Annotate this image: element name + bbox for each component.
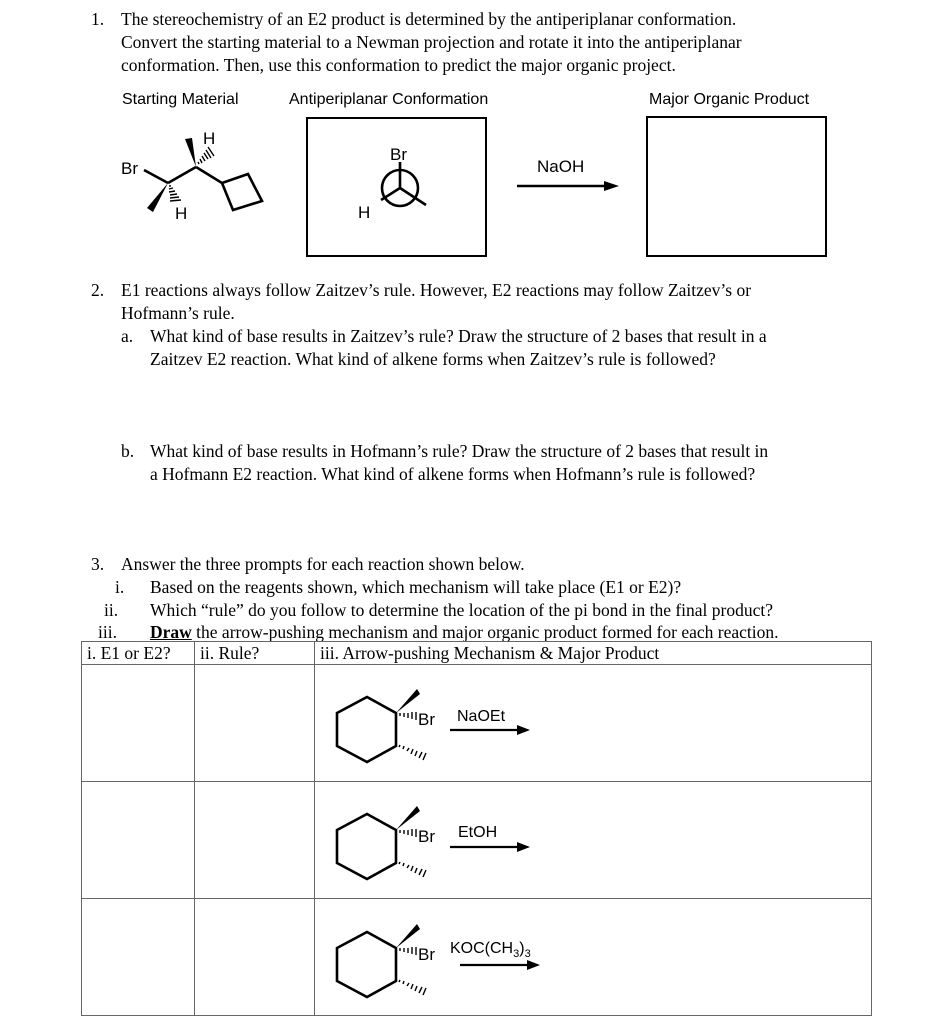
cell-rule[interactable] [195,782,315,899]
cell-rule[interactable] [195,899,315,1016]
reaction-arrow-icon [517,842,530,852]
cell-e1-or-e2[interactable] [82,665,195,782]
prompt-iii-bold: Draw [150,622,192,642]
question-2b-line-1: What kind of base results in Hofmann’s rule? Draw the structure of 2 bases that result in [150,441,769,461]
reaction-1-structure [320,678,550,778]
reagent-etoh: EtOH [458,824,498,841]
question-2-line-1: E1 reactions always follow Zaitzev’s rule. However, E2 reactions may follow Zaitzev’s or [121,280,752,300]
question-2-line-2: Hofmann’s rule. [121,303,235,323]
header-e1-or-e2: i. E1 or E2? [82,642,195,665]
atom-br: Br [121,159,138,178]
prompt-i-text: Based on the reagents shown, which mechanism will take place (E1 or E2)? [150,577,682,597]
prompt-iii-marker: iii. [98,622,117,642]
starting-material-label: Starting Material [122,91,239,108]
leaving-group-br: Br [418,945,435,964]
header-mechanism: iii. Arrow-pushing Mechanism & Major Product [315,642,872,665]
antiperiplanar-label: Antiperiplanar Conformation [289,91,489,108]
cell-e1-or-e2[interactable] [82,899,195,1016]
reaction-arrow-icon [527,960,540,970]
newman-atom-h: H [358,203,371,222]
question-1-number: 1. [91,9,105,29]
reaction-arrow-icon [515,178,620,194]
leaving-group-br: Br [418,710,435,729]
question-2b-marker: b. [121,441,135,461]
prompt-ii-marker: ii. [104,600,119,620]
reagent-naoh: NaOH [537,157,585,176]
reaction-2-structure [320,795,550,895]
prompt-iii-text: Draw the arrow-pushing mechanism and major organic product formed for each reaction. [150,622,779,642]
question-2-number: 2. [91,280,105,300]
question-2a-line-1: What kind of base results in Zaitzev’s rule? Draw the structure of 2 bases that result in a [150,326,767,346]
atom-h-bottom: H [175,204,188,223]
reagent-naoet: NaOEt [457,708,506,725]
table-header-row [82,642,872,665]
leaving-group-br: Br [418,827,435,846]
newman-atom-br: Br [390,145,407,164]
cell-rule[interactable] [195,665,315,782]
question-2a-marker: a. [121,326,134,346]
reaction-arrow-icon [517,725,530,735]
question-1-line-2: Convert the starting material to a Newman projection and rotate it into the antiperiplanar [121,32,742,52]
reaction-3-structure [320,913,560,1013]
header-rule: ii. Rule? [195,642,315,665]
question-3-number: 3. [91,554,105,574]
major-product-answer-box[interactable] [646,116,827,257]
question-2b-line-2: a Hofmann E2 reaction. What kind of alkene forms when Hofmann’s rule is followed? [150,464,756,484]
prompt-i-marker: i. [115,577,125,597]
reagent-kotbu: $KOC(CH_3)_3$ [450,940,531,960]
major-product-label: Major Organic Product [649,91,810,108]
atom-h-top: H [203,129,216,148]
question-3-intro: Answer the three prompts for each reaction shown below. [121,554,525,574]
cell-e1-or-e2[interactable] [82,782,195,899]
question-1-line-3: conformation. Then, use this conformation to predict the major organic project. [121,55,676,75]
question-1-line-1: The stereochemistry of an E2 product is determined by the antiperiplanar conformation. [121,9,737,29]
question-2a-line-2: Zaitzev E2 reaction. What kind of alkene forms when Zaitzev’s rule is followed? [150,349,716,369]
prompt-ii-text: Which “rule” do you follow to determine the location of the pi bond in the final product? [150,600,774,620]
